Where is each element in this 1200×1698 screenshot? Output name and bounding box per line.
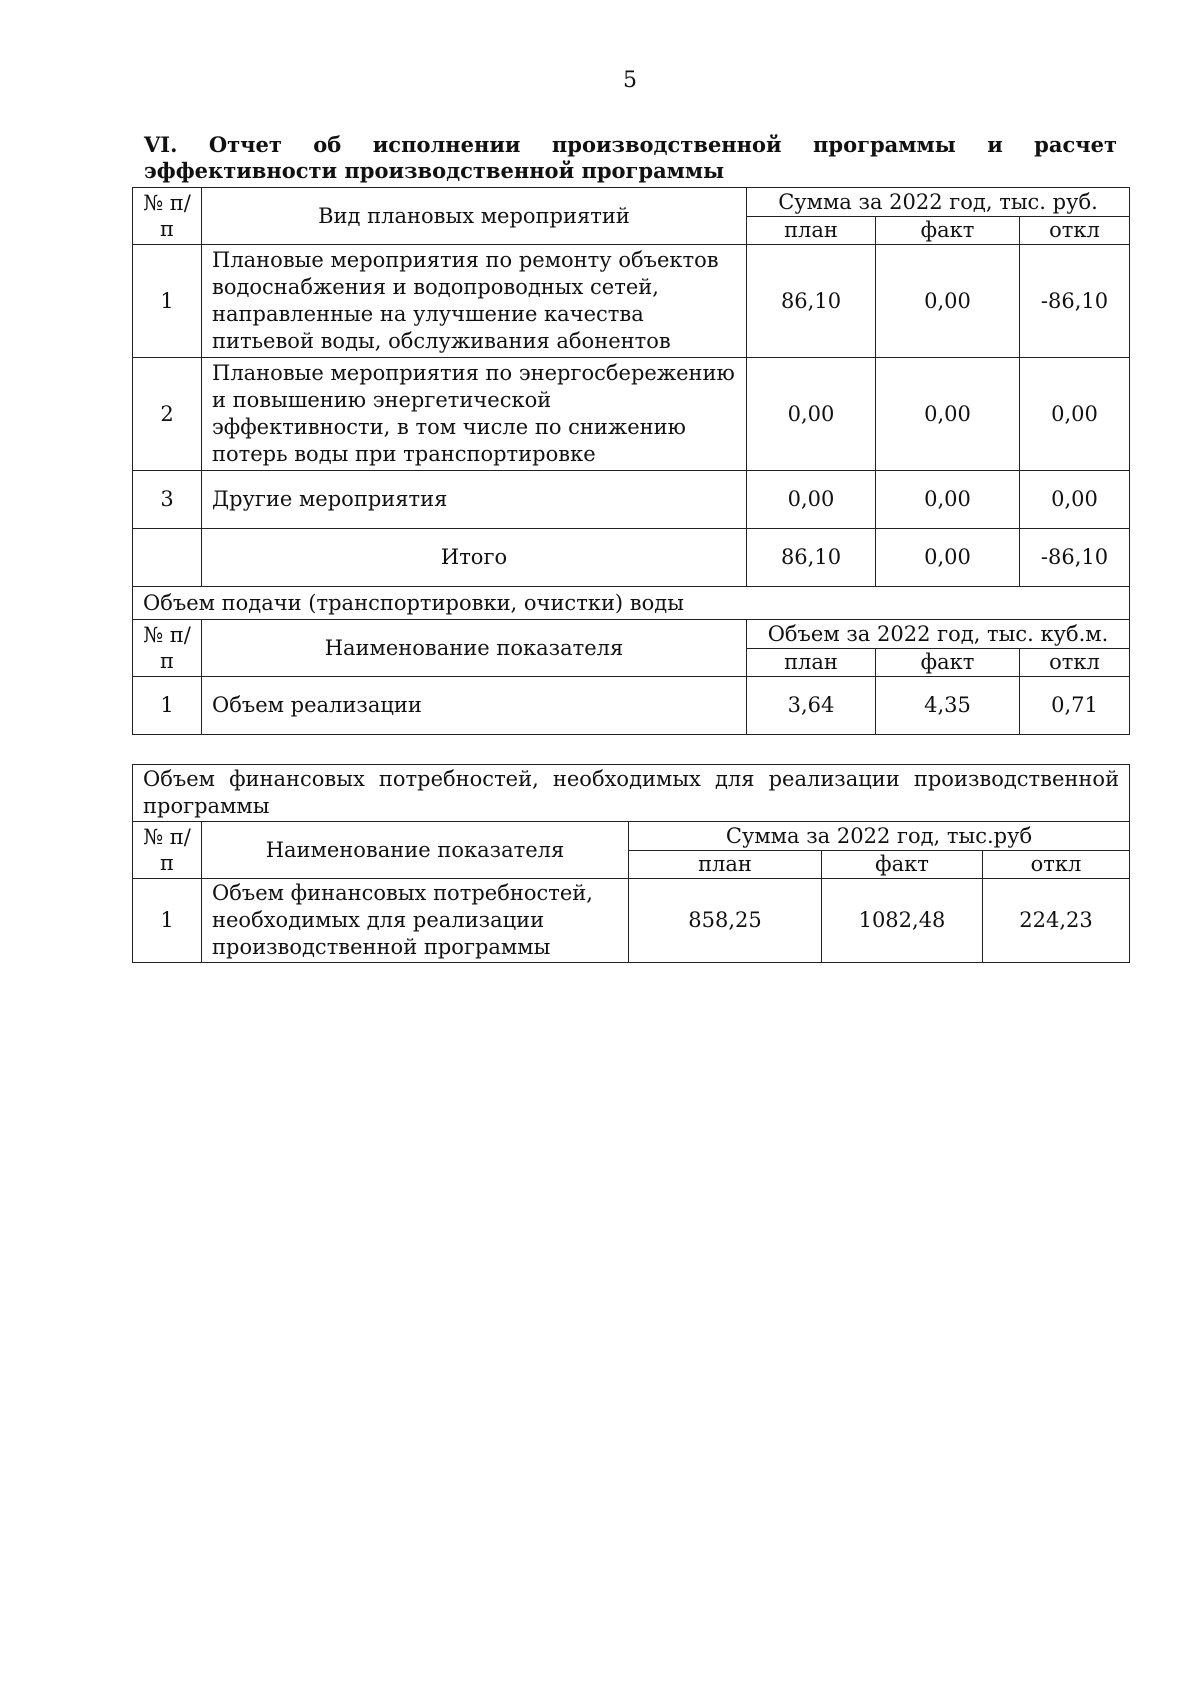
row-num: 3 [133, 471, 202, 529]
vol-col-header-num: № п/п [133, 620, 202, 677]
vol-col-header-plan: план [747, 649, 876, 677]
fin-col-header-num: № п/п [133, 822, 202, 879]
vol-col-header-indicator: Наименование показателя [202, 620, 747, 677]
row-name: Плановые мероприятия по энергосбережению и повышению энергетической эффективности, в том числе по снижению потерь воды при транспортировке [202, 358, 747, 471]
col-header-fact: факт [876, 217, 1020, 245]
table-row [133, 471, 1130, 529]
fin-col-header-plan: план [629, 851, 822, 879]
row-deviation: 224,23 [983, 879, 1130, 963]
col-header-sum-group: Сумма за 2022 год, тыс. руб. [747, 188, 1130, 217]
fin-col-header-sum-group: Сумма за 2022 год, тыс.руб [629, 822, 1130, 851]
row-plan: 858,25 [629, 879, 822, 963]
total-num [133, 529, 202, 587]
fin-col-header-fact: факт [822, 851, 983, 879]
total-row [133, 529, 1130, 587]
row-plan: 3,64 [747, 677, 876, 735]
row-num: 2 [133, 358, 202, 471]
col-header-activity-type: Вид плановых мероприятий [202, 188, 747, 245]
section-title: VI. Отчет об исполнении производственной программы и расчет эффективности производственной программы [144, 132, 1117, 183]
page-number: 5 [623, 68, 637, 93]
row-plan: 0,00 [747, 358, 876, 471]
vol-col-header-volume-group: Объем за 2022 год, тыс. куб.м. [747, 620, 1130, 649]
row-fact: 0,00 [876, 245, 1020, 358]
table-row [133, 677, 1130, 735]
total-plan: 86,10 [747, 529, 876, 587]
production-program-report-table [132, 187, 1130, 735]
row-deviation: 0,71 [1020, 677, 1130, 735]
row-plan: 0,00 [747, 471, 876, 529]
row-plan: 86,10 [747, 245, 876, 358]
row-fact: 0,00 [876, 358, 1020, 471]
row-num: 1 [133, 677, 202, 735]
col-header-deviation: откл [1020, 217, 1130, 245]
row-num: 1 [133, 245, 202, 358]
row-num: 1 [133, 879, 202, 963]
row-name: Объем реализации [202, 677, 747, 735]
fin-col-header-indicator: Наименование показателя [202, 822, 629, 879]
row-name: Плановые мероприятия по ремонту объектов водоснабжения и водопроводных сетей, направленные на улучшение качества питьевой воды, обслуживания абонентов [202, 245, 747, 358]
col-header-num: № п/п [133, 188, 202, 245]
col-header-plan: план [747, 217, 876, 245]
row-fact: 4,35 [876, 677, 1020, 735]
table-row [133, 358, 1130, 471]
vol-col-header-deviation: откл [1020, 649, 1130, 677]
table-row [133, 879, 1130, 963]
row-deviation: 0,00 [1020, 471, 1130, 529]
row-name: Другие мероприятия [202, 471, 747, 529]
table-row [133, 245, 1130, 358]
row-name: Объем финансовых потребностей, необходимых для реализации производственной программы [202, 879, 629, 963]
row-fact: 1082,48 [822, 879, 983, 963]
total-label: Итого [202, 529, 747, 587]
total-deviation: -86,10 [1020, 529, 1130, 587]
volume-section-title: Объем подачи (транспортировки, очистки) воды [133, 587, 1130, 620]
row-fact: 0,00 [876, 471, 1020, 529]
row-deviation: 0,00 [1020, 358, 1130, 471]
vol-col-header-fact: факт [876, 649, 1020, 677]
financial-needs-title: Объем финансовых потребностей, необходимых для реализации производственной программы [133, 765, 1130, 822]
financial-needs-table [132, 764, 1130, 963]
fin-col-header-deviation: откл [983, 851, 1130, 879]
row-deviation: -86,10 [1020, 245, 1130, 358]
total-fact: 0,00 [876, 529, 1020, 587]
